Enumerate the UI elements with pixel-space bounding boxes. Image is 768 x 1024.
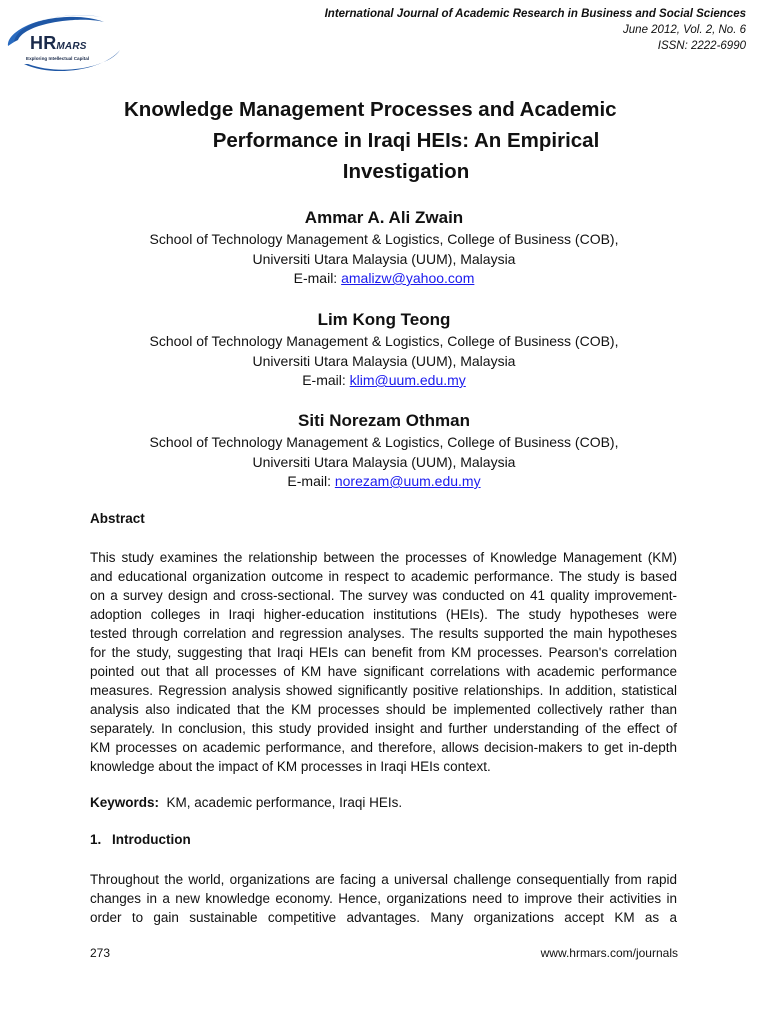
abstract-line: knowledge about the impact of KM processes in Iraqi HEIs context. [90,759,491,774]
paper-title [90,94,678,187]
title-line-3: Investigation [342,160,470,183]
author-block-3 [90,409,678,492]
abstract-line: tested through correlation and regression analyses. The results supported the main hypotheses [90,626,677,641]
author-name: Siti Norezam Othman [298,411,470,430]
section-title: Introduction [112,832,191,847]
title-line-1: Knowledge Management Processes and Academic [124,98,617,121]
keywords [90,795,402,810]
author-affiliation-country: Universiti Utara Malaysia (UUM), Malaysia [252,250,516,267]
abstract-line: for the study, suggesting that Iraqi HEIs can benefit from KM processes. Pearson's correlation [90,645,677,660]
abstract-line: This study examines the relationship between the processes of Knowledge Management (KM) [90,550,677,565]
logo-tagline: Exploring Intellectual Capital [26,56,90,61]
hrmars-logo [4,6,124,78]
author-email-link[interactable]: amalizw@yahoo.com [341,270,475,286]
keywords-label: Keywords: [90,795,160,810]
author-affiliation-country: Universiti Utara Malaysia (UUM), Malaysia [252,352,516,369]
journal-issn: ISSN: 2222-6990 [657,40,746,52]
abstract-line: measures. Regression analysis showed significantly positive relationships. In addition, statistical [90,683,677,698]
introduction-body [90,870,677,927]
author-name: Lim Kong Teong [317,310,451,329]
journal-name: International Journal of Academic Research in Business and Social Sciences [324,8,746,20]
title-line-2: Performance in Iraqi HEIs: An Empirical [212,129,600,152]
logo-wordmark: HRMARS [30,33,87,53]
author-email-line [90,472,678,492]
abstract-line: and educational organization outcome in respect to academic performance. The study is based [90,569,677,584]
abstract-line: on a survey design and cross-sectional. The survey was conducted on 41 quality improvement- [90,588,677,603]
author-email-link[interactable]: norezam@uum.edu.my [334,473,481,489]
author-block-2 [90,308,678,391]
author-affiliation: School of Technology Management & Logistics, College of Business (COB), [149,231,619,247]
intro-line: order to gain sustainable competitive advantages. Many organizations accept KM as a [90,910,677,925]
intro-line: Throughout the world, organizations are facing a universal challenge consequentially from rapid [90,872,677,887]
abstract-line: adoption colleges in Iraqi higher-education institutions (HEIs). The study hypotheses were [90,607,677,622]
author-affiliation: School of Technology Management & Logistics, College of Business (COB), [149,333,619,349]
page-number: 273 [90,946,111,960]
keywords-value: KM, academic performance, Iraqi HEIs. [166,795,403,810]
email-label: E-mail: [302,372,350,388]
journal-header [325,6,746,54]
author-affiliation-country: Universiti Utara Malaysia (UUM), Malaysia [252,453,516,470]
intro-line: changes in a new knowledge economy. Hence, organizations need to improve their activities in [90,891,677,906]
author-email-line [90,371,678,391]
author-email-line [90,269,678,289]
email-label: E-mail: [293,270,342,286]
author-affiliation: School of Technology Management & Logistics, College of Business (COB), [149,434,619,450]
footer-url: www.hrmars.com/journals [540,946,678,960]
author-email-link[interactable]: klim@uum.edu.my [349,372,466,388]
abstract-line: separately. In conclusion, this study provided insight and further understanding of the effect of [90,721,677,736]
introduction-heading [90,832,191,847]
abstract-body [90,548,677,776]
abstract-heading: Abstract [90,511,145,526]
abstract-line: pointed out that all processes of KM have significant correlations with academic performance [90,664,677,679]
abstract-line: analysis also indicated that the KM processes should be implemented collectively rather than [90,702,677,717]
email-label: E-mail: [287,473,335,489]
journal-issue: June 2012, Vol. 2, No. 6 [623,24,746,36]
author-block-1 [90,206,678,289]
section-number: 1. [90,832,102,847]
abstract-line: KM processes on academic performance, and therefore, allows decision-makers to get in-depth [90,740,677,755]
author-name: Ammar A. Ali Zwain [304,208,464,227]
